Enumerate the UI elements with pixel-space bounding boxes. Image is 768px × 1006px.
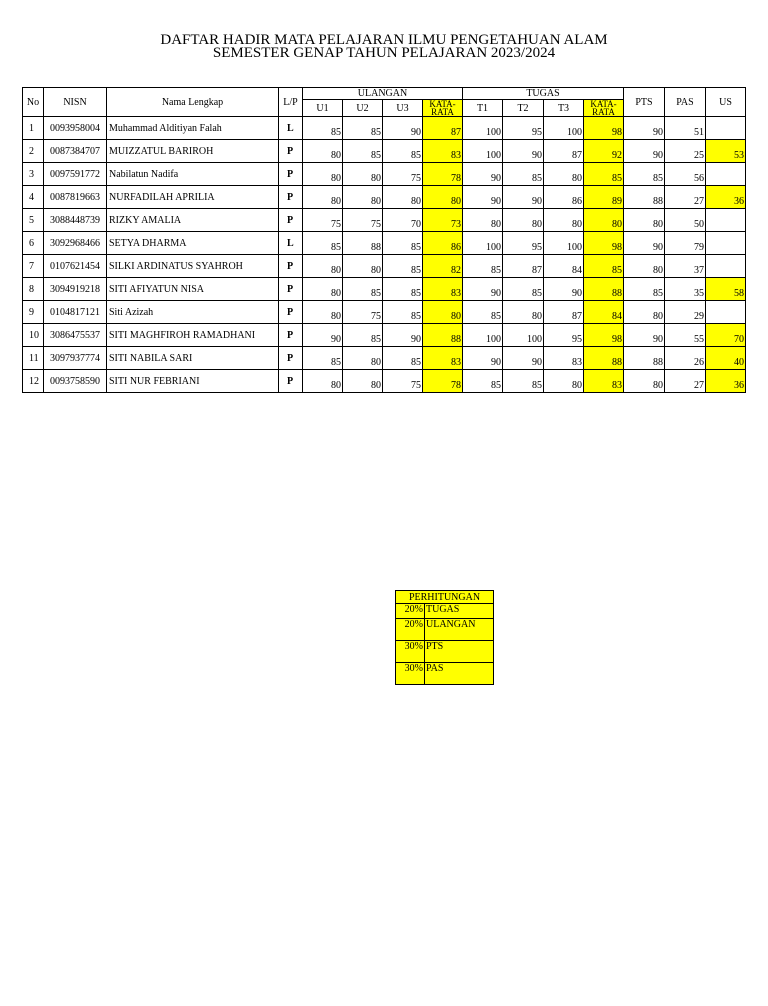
tugas-average: 88: [584, 347, 624, 370]
student-name: MUIZZATUL BARIROH: [107, 140, 279, 163]
t2-score: 100: [503, 324, 544, 347]
ulangan-average: 73: [423, 209, 463, 232]
t2-score: 80: [503, 301, 544, 324]
t1-score: 90: [463, 163, 503, 186]
tugas-average: 98: [584, 117, 624, 140]
u1-score: 80: [303, 186, 343, 209]
pts-score: 88: [624, 186, 665, 209]
ulangan-average: 78: [423, 370, 463, 393]
pts-score: 80: [624, 209, 665, 232]
ulangan-average: 83: [423, 140, 463, 163]
row-number: 6: [23, 232, 44, 255]
gender-cell: P: [279, 209, 303, 232]
nisn-cell: 0087819663: [44, 186, 107, 209]
row-number: 12: [23, 370, 44, 393]
student-row: [23, 186, 746, 209]
student-name: Siti Azizah: [107, 301, 279, 324]
weight-label: PAS: [425, 663, 494, 685]
t3-score: 83: [544, 347, 584, 370]
u2-score: 75: [343, 209, 383, 232]
u3-score: 75: [383, 370, 423, 393]
u2-score: 85: [343, 324, 383, 347]
header-t1: T1: [463, 100, 503, 117]
student-row: [23, 209, 746, 232]
t2-score: 85: [503, 163, 544, 186]
u3-score: 90: [383, 324, 423, 347]
weight-label: PTS: [425, 641, 494, 663]
pas-score: 79: [665, 232, 706, 255]
tugas-average: 85: [584, 255, 624, 278]
student-row: [23, 278, 746, 301]
pts-score: 90: [624, 232, 665, 255]
t1-score: 85: [463, 301, 503, 324]
ulangan-average: 86: [423, 232, 463, 255]
student-name: NURFADILAH APRILIA: [107, 186, 279, 209]
row-number: 8: [23, 278, 44, 301]
tugas-average: 85: [584, 163, 624, 186]
header-u2: U2: [343, 100, 383, 117]
u1-score: 75: [303, 209, 343, 232]
document-subtitle: SEMESTER GENAP TAHUN PELAJARAN 2023/2024: [212, 45, 556, 61]
pas-score: 56: [665, 163, 706, 186]
header-u3: U3: [383, 100, 423, 117]
tugas-average: 89: [584, 186, 624, 209]
u3-score: 85: [383, 255, 423, 278]
u3-score: 80: [383, 186, 423, 209]
u3-score: 85: [383, 232, 423, 255]
ulangan-average: 83: [423, 347, 463, 370]
us-score: [706, 163, 746, 186]
pts-score: 85: [624, 278, 665, 301]
row-number: 10: [23, 324, 44, 347]
us-score: 58: [706, 278, 746, 301]
student-name: SITI NABILA SARI: [107, 347, 279, 370]
gender-cell: L: [279, 232, 303, 255]
us-score: 36: [706, 186, 746, 209]
nisn-cell: 0097591772: [44, 163, 107, 186]
gender-cell: P: [279, 301, 303, 324]
header-pas: PAS: [665, 88, 706, 117]
u1-score: 80: [303, 301, 343, 324]
student-name: SITI MAGHFIROH RAMADHANI: [107, 324, 279, 347]
nisn-cell: 3088448739: [44, 209, 107, 232]
t1-score: 100: [463, 324, 503, 347]
ulangan-average: 87: [423, 117, 463, 140]
pas-score: 27: [665, 186, 706, 209]
student-row: [23, 370, 746, 393]
row-number: 5: [23, 209, 44, 232]
t1-score: 85: [463, 370, 503, 393]
row-number: 1: [23, 117, 44, 140]
header-tugas-average: KATA-RATA: [584, 100, 624, 117]
t3-score: 84: [544, 255, 584, 278]
header-pts: PTS: [624, 88, 665, 117]
t3-score: 100: [544, 232, 584, 255]
weight-label: TUGAS: [425, 604, 494, 619]
t3-score: 80: [544, 163, 584, 186]
t3-score: 80: [544, 370, 584, 393]
document-title: DAFTAR HADIR MATA PELAJARAN ILMU PENGETAHUAN ALAM: [160, 32, 608, 48]
pts-score: 90: [624, 140, 665, 163]
t1-score: 100: [463, 232, 503, 255]
header-t3: T3: [544, 100, 584, 117]
pts-score: 80: [624, 370, 665, 393]
u2-score: 80: [343, 370, 383, 393]
u3-score: 70: [383, 209, 423, 232]
pas-score: 50: [665, 209, 706, 232]
weight-label: ULANGAN: [425, 619, 494, 641]
header-name: Nama Lengkap: [107, 88, 279, 117]
student-name: SETYA DHARMA: [107, 232, 279, 255]
t3-score: 100: [544, 117, 584, 140]
t2-score: 90: [503, 347, 544, 370]
us-score: [706, 117, 746, 140]
tugas-average: 84: [584, 301, 624, 324]
weight-percent: 20%: [396, 604, 425, 619]
weight-percent: 30%: [396, 641, 425, 663]
gender-cell: P: [279, 255, 303, 278]
u1-score: 85: [303, 232, 343, 255]
t1-score: 90: [463, 278, 503, 301]
student-row: [23, 140, 746, 163]
student-name: Muhammad Alditiyan Falah: [107, 117, 279, 140]
u2-score: 80: [343, 163, 383, 186]
t3-score: 90: [544, 278, 584, 301]
ulangan-average: 80: [423, 186, 463, 209]
ulangan-average: 83: [423, 278, 463, 301]
pts-score: 90: [624, 117, 665, 140]
student-name: SILKI ARDINATUS SYAHROH: [107, 255, 279, 278]
row-number: 11: [23, 347, 44, 370]
perhitungan-title: PERHITUNGAN: [396, 591, 494, 604]
u2-score: 80: [343, 347, 383, 370]
nisn-cell: 3094919218: [44, 278, 107, 301]
t2-score: 87: [503, 255, 544, 278]
row-number: 9: [23, 301, 44, 324]
pts-score: 80: [624, 301, 665, 324]
pas-score: 26: [665, 347, 706, 370]
gender-cell: P: [279, 347, 303, 370]
nisn-cell: 3097937774: [44, 347, 107, 370]
pas-score: 27: [665, 370, 706, 393]
student-row: [23, 255, 746, 278]
nisn-cell: 0104817121: [44, 301, 107, 324]
t2-score: 95: [503, 117, 544, 140]
pts-score: 80: [624, 255, 665, 278]
weight-percent: 30%: [396, 663, 425, 685]
student-name: RIZKY AMALIA: [107, 209, 279, 232]
u3-score: 85: [383, 278, 423, 301]
u1-score: 85: [303, 117, 343, 140]
us-score: [706, 209, 746, 232]
ulangan-average: 78: [423, 163, 463, 186]
student-row: [23, 117, 746, 140]
row-number: 7: [23, 255, 44, 278]
gender-cell: P: [279, 163, 303, 186]
t1-score: 90: [463, 186, 503, 209]
pas-score: 51: [665, 117, 706, 140]
nisn-cell: 3092968466: [44, 232, 107, 255]
u2-score: 75: [343, 301, 383, 324]
tugas-average: 98: [584, 232, 624, 255]
t1-score: 85: [463, 255, 503, 278]
tugas-average: 83: [584, 370, 624, 393]
student-row: [23, 301, 746, 324]
header-tugas: TUGAS: [463, 88, 624, 100]
u1-score: 80: [303, 278, 343, 301]
t2-score: 90: [503, 186, 544, 209]
perhitungan-table: [395, 590, 494, 685]
tugas-average: 92: [584, 140, 624, 163]
t2-score: 80: [503, 209, 544, 232]
header-ulangan-average: KATA-RATA: [423, 100, 463, 117]
gender-cell: P: [279, 370, 303, 393]
pas-score: 29: [665, 301, 706, 324]
row-number: 4: [23, 186, 44, 209]
t3-score: 87: [544, 140, 584, 163]
student-row: [23, 163, 746, 186]
u1-score: 85: [303, 347, 343, 370]
gender-cell: P: [279, 324, 303, 347]
t3-score: 87: [544, 301, 584, 324]
student-name: Nabilatun Nadifa: [107, 163, 279, 186]
tugas-average: 88: [584, 278, 624, 301]
header-u1: U1: [303, 100, 343, 117]
t3-score: 95: [544, 324, 584, 347]
u2-score: 85: [343, 117, 383, 140]
t2-score: 95: [503, 232, 544, 255]
t1-score: 80: [463, 209, 503, 232]
nisn-cell: 3086475537: [44, 324, 107, 347]
gender-cell: L: [279, 117, 303, 140]
header-no: No: [23, 88, 44, 117]
student-name: SITI AFIYATUN NISA: [107, 278, 279, 301]
student-row: [23, 232, 746, 255]
row-number: 2: [23, 140, 44, 163]
t1-score: 100: [463, 117, 503, 140]
us-score: 53: [706, 140, 746, 163]
student-name: SITI NUR FEBRIANI: [107, 370, 279, 393]
gender-cell: P: [279, 186, 303, 209]
u1-score: 80: [303, 140, 343, 163]
header-us: US: [706, 88, 746, 117]
u2-score: 85: [343, 278, 383, 301]
t3-score: 86: [544, 186, 584, 209]
student-row: [23, 324, 746, 347]
pts-score: 90: [624, 324, 665, 347]
nisn-cell: 0093958004: [44, 117, 107, 140]
pts-score: 85: [624, 163, 665, 186]
pas-score: 37: [665, 255, 706, 278]
u2-score: 80: [343, 186, 383, 209]
row-number: 3: [23, 163, 44, 186]
u3-score: 85: [383, 301, 423, 324]
u1-score: 80: [303, 255, 343, 278]
header-t2: T2: [503, 100, 544, 117]
t3-score: 80: [544, 209, 584, 232]
header-nisn: NISN: [44, 88, 107, 117]
u1-score: 80: [303, 163, 343, 186]
nisn-cell: 0107621454: [44, 255, 107, 278]
t1-score: 100: [463, 140, 503, 163]
u3-score: 90: [383, 117, 423, 140]
us-score: [706, 301, 746, 324]
ulangan-average: 88: [423, 324, 463, 347]
u2-score: 88: [343, 232, 383, 255]
u2-score: 85: [343, 140, 383, 163]
u3-score: 85: [383, 347, 423, 370]
us-score: 36: [706, 370, 746, 393]
nisn-cell: 0087384707: [44, 140, 107, 163]
weight-percent: 20%: [396, 619, 425, 641]
t2-score: 85: [503, 278, 544, 301]
ulangan-average: 82: [423, 255, 463, 278]
u1-score: 80: [303, 370, 343, 393]
header-lp: L/P: [279, 88, 303, 117]
attendance-table: [22, 87, 746, 393]
us-score: [706, 255, 746, 278]
us-score: [706, 232, 746, 255]
tugas-average: 98: [584, 324, 624, 347]
gender-cell: P: [279, 278, 303, 301]
us-score: 40: [706, 347, 746, 370]
tugas-average: 80: [584, 209, 624, 232]
u1-score: 90: [303, 324, 343, 347]
u3-score: 85: [383, 140, 423, 163]
pas-score: 25: [665, 140, 706, 163]
us-score: 70: [706, 324, 746, 347]
nisn-cell: 0093758590: [44, 370, 107, 393]
u2-score: 80: [343, 255, 383, 278]
gender-cell: P: [279, 140, 303, 163]
student-row: [23, 347, 746, 370]
header-ulangan: ULANGAN: [303, 88, 463, 100]
t2-score: 85: [503, 370, 544, 393]
pas-score: 55: [665, 324, 706, 347]
pts-score: 88: [624, 347, 665, 370]
u3-score: 75: [383, 163, 423, 186]
t1-score: 90: [463, 347, 503, 370]
t2-score: 90: [503, 140, 544, 163]
ulangan-average: 80: [423, 301, 463, 324]
pas-score: 35: [665, 278, 706, 301]
